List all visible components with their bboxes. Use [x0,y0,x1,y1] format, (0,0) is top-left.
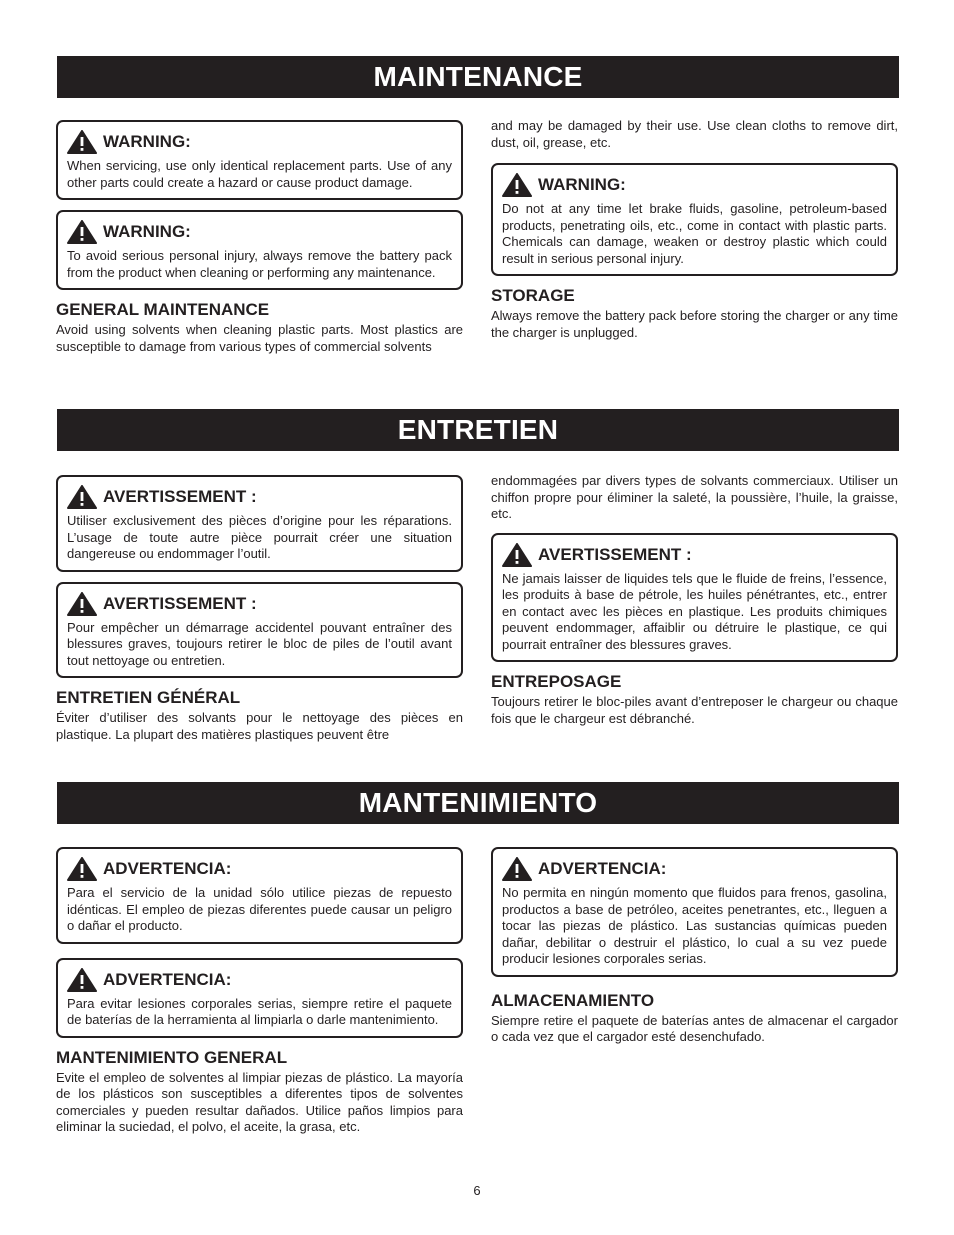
section-heading: ALMACENAMIENTO [491,990,655,1010]
warning-triangle-icon [67,130,97,154]
body-text: and may be damaged by their use. Use clean cloths to remove dirt, dust, oil, grease, etc. [491,118,898,150]
section-heading: STORAGE [491,286,575,305]
section-banner-entretien: ENTRETIEN [57,409,899,451]
warning-label: AVERTISSEMENT : [538,544,692,564]
warning-text: To avoid serious personal injury, always remove the battery pack from the product when cleaning or performing any maintenance. [67,248,452,280]
warning-box [491,847,898,977]
warning-triangle-icon [67,485,97,509]
section-banner-maintenance: MAINTENANCE [57,56,899,98]
body-text: Siempre retire el paquete de baterías antes de almacenar el cargador o cada vez que el cargador esté desenchufado. [491,1012,898,1044]
right-column-maintenance [491,118,898,341]
warning-triangle-icon [67,592,97,616]
warning-label: AVERTISSEMENT : [103,593,257,613]
section-heading: MANTENIMIENTO GENERAL [56,1047,288,1067]
warning-label: ADVERTENCIA: [103,859,232,878]
warning-box [56,120,463,200]
warning-box [56,475,463,572]
warning-text: Pour empêcher un démarrage accidentel pouvant entraîner des blessures graves, toujours retirer le bloc de piles de l’outil avant tout nettoyage ou entretien. [67,619,452,668]
warning-label: WARNING: [103,132,191,151]
warning-box [56,958,463,1038]
warning-label: WARNING: [538,175,626,194]
warning-box [491,163,898,276]
warning-box [56,582,463,679]
body-text: endommagées par divers types de solvants commerciaux. Utiliser un chiffon propre pour éliminer la saleté, la poussière, l’huile, la graisse, etc. [491,473,898,521]
warning-text: Ne jamais laisser de liquides tels que le fluide de freins, l’essence, les produits à base de pétrole, les huiles pénétrantes, etc., entrer en contact avec les pièces en plastique. Les produits chimiques peuvent endommager, affaiblir ou détruire le plastique, ce qui pourrait entraîner des blessures graves. [502,570,887,652]
warning-triangle-icon [502,857,532,881]
left-column-mantenimiento [56,847,463,1136]
warning-box [491,533,898,663]
body-text: Toujours retirer le bloc-piles avant d’entreposer le chargeur ou chaque fois que le chargeur est débranché. [491,694,898,726]
warning-label: AVERTISSEMENT : [103,487,257,506]
warning-text: Do not at any time let brake fluids, gasoline, petroleum-based products, penetrating oils, etc., come in contact with plastic parts. Chemicals can damage, weaken or destroy plastic which could result in serious personal injury. [502,201,887,266]
section-banner-mantenimiento: MANTENIMIENTO [57,782,899,824]
section-heading: GENERAL MAINTENANCE [56,300,270,319]
warning-text: Para evitar lesiones corporales serias, siempre retire el paquete de baterías de la herramienta al limpiarla o darle mantenimiento. [67,995,452,1027]
warning-triangle-icon [67,968,97,992]
warning-text: Utiliser exclusivement des pièces d’origine pour les réparations. L’usage de toute autre pièce pourrait créer une situation dangereuse ou endommager l’outil. [67,513,452,561]
warning-triangle-icon [67,220,97,244]
warning-text: No permita en ningún momento que fluidos para frenos, gasolina, productos a base de petróleo, aceites penetrantes, etc., lleguen a tocar las piezas de plástico. Las sustancias químicas pueden dañar, debilitar o destruir el plástico, lo cual a su vez puede producir lesiones corporales serias. [502,885,887,966]
warning-triangle-icon [67,857,97,881]
left-column-maintenance [56,120,463,355]
warning-text: When servicing, use only identical replacement parts. Use of any other parts could create a hazard or cause product damage. [67,158,452,190]
section-heading: ENTRETIEN GÉNÉRAL [56,688,241,707]
right-column-entretien [491,473,898,727]
body-text: Éviter d’utiliser des solvants pour le nettoyage des pièces en plastique. La plupart des matières plastiques peuvent être [56,710,463,742]
warning-box [56,847,463,944]
warning-label: ADVERTENCIA: [103,969,232,989]
warning-box [56,210,463,290]
body-text: Avoid using solvents when cleaning plastic parts. Most plastics are susceptible to damage from various types of commercial solvents [56,322,463,354]
right-column-mantenimiento [491,847,898,1046]
section-heading: ENTREPOSAGE [491,672,622,691]
left-column-entretien [56,475,463,743]
warning-triangle-icon [502,173,532,197]
warning-text: Para el servicio de la unidad sólo utilice piezas de repuesto idénticas. El empleo de piezas diferentes puede causar un peligro o dañar el producto. [67,885,452,933]
warning-label: WARNING: [103,222,191,241]
page-number: 6 [473,1183,481,1198]
warning-label: ADVERTENCIA: [538,859,667,878]
body-text: Evite el empleo de solventes al limpiar piezas de plástico. La mayoría de los plásticos son susceptibles a diferentes tipos de solventes comerciales y pueden resultar dañados. Utilice paños limpios para eliminar la suciedad, el polvo, el aceite, la grasa, etc. [56,1069,463,1134]
body-text: Always remove the battery pack before storing the charger or any time the charger is unplugged. [491,308,898,340]
warning-triangle-icon [502,543,532,567]
